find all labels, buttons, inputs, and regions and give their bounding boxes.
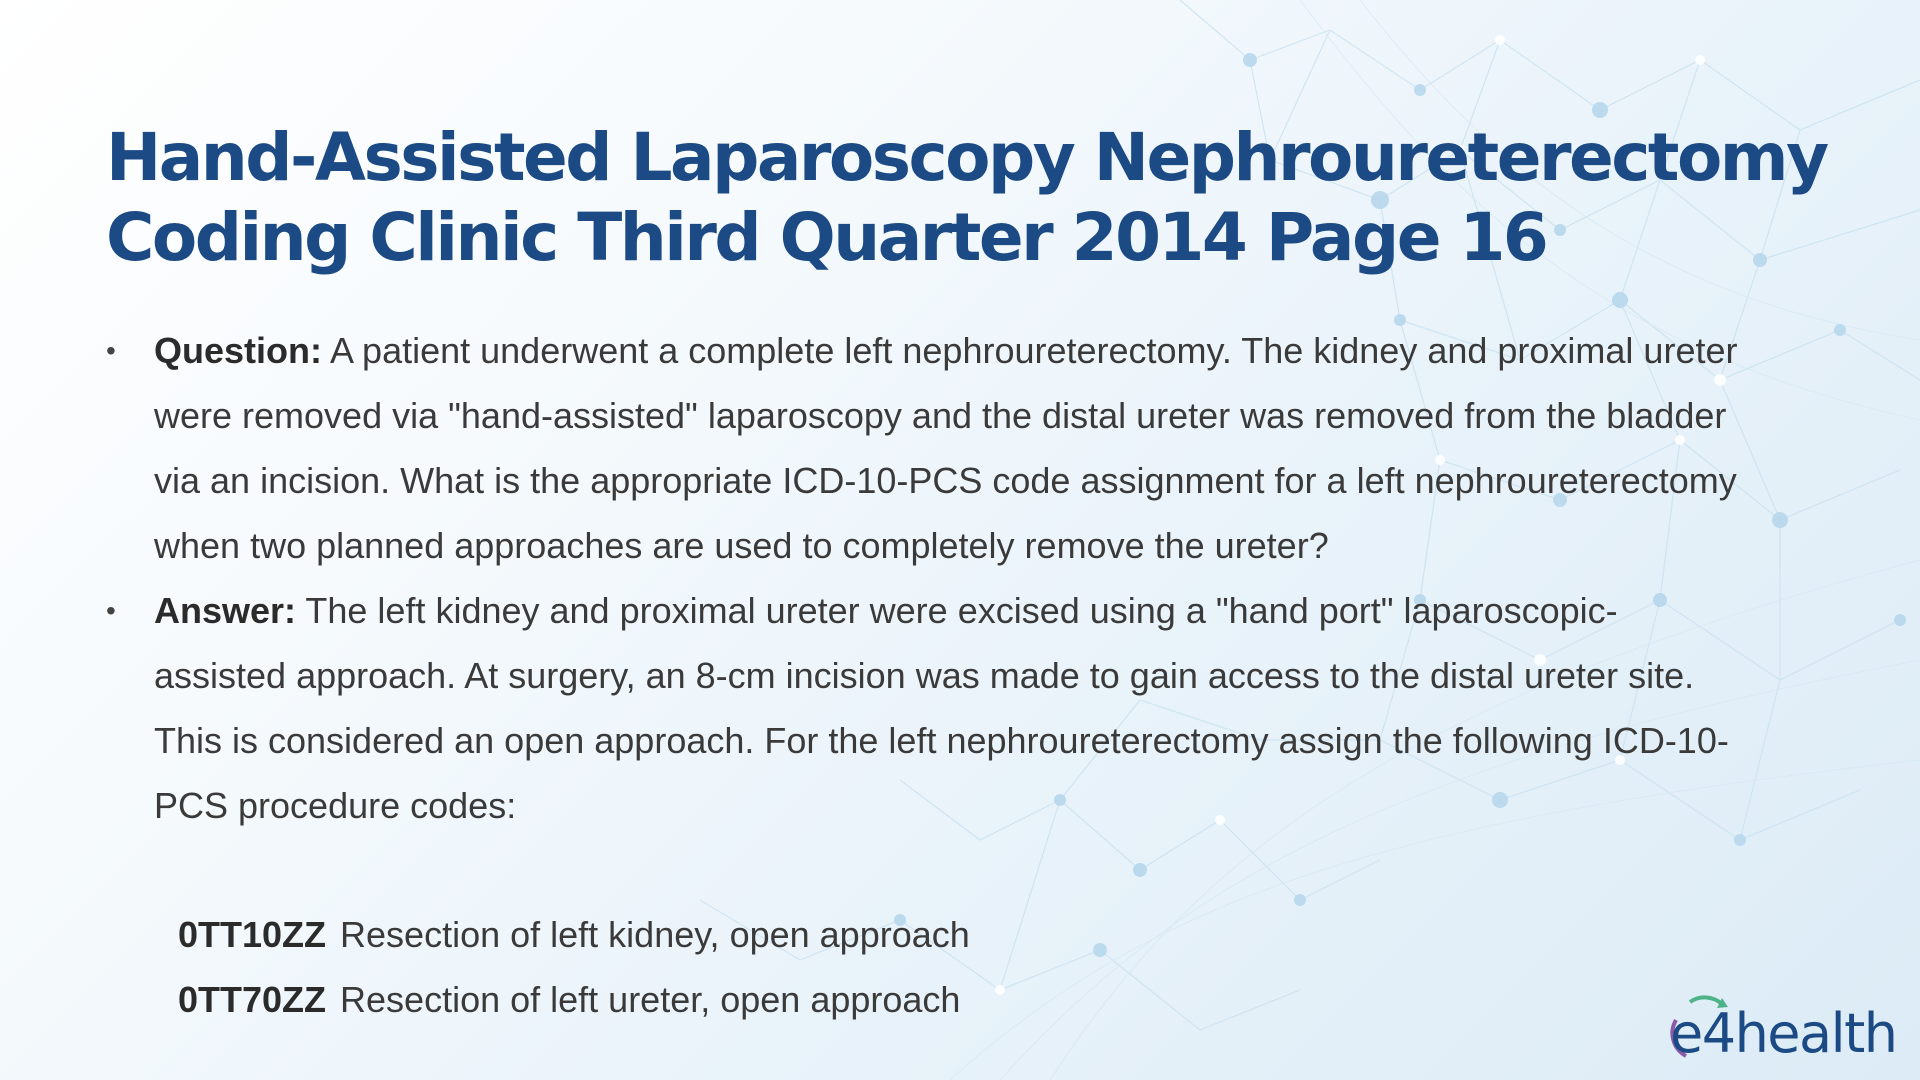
bullet-icon: • — [106, 595, 116, 626]
question-text: A patient underwent a complete left nephroureterectomy. The kidney and proximal ureter were removed via "hand-assisted" laparoscopy and the distal ureter was removed from the bladder via an incision. What is the appropriate ICD-10-PCS code assignment for a left nephroureterectomy when two planned approaches are used to completely remove the ureter? — [154, 330, 1738, 566]
title-line-1: Hand-Assisted Laparoscopy Nephroureterectomy — [106, 119, 1827, 196]
procedure-description: Resection of left kidney, open approach — [340, 914, 970, 955]
answer-label: Answer: — [154, 590, 297, 631]
bullet-icon: • — [106, 335, 116, 366]
code-row — [178, 967, 970, 1032]
slide-title — [106, 118, 1826, 278]
logo-text: e4health — [1670, 1002, 1897, 1065]
procedure-code: 0TT10ZZ — [178, 914, 327, 955]
title-line-2: Coding Clinic Third Quarter 2014 Page 16 — [106, 199, 1547, 276]
answer-text: The left kidney and proximal ureter were excised using a "hand port" laparoscopic-assisted approach. At surgery, an 8-cm incision was made to gain access to the distal ureter site. This is considered an open approach. For the left nephroureterectomy assign the following ICD-10-PCS procedure codes: — [154, 590, 1729, 826]
answer-bullet — [106, 578, 1746, 838]
slide-body — [106, 318, 1746, 838]
question-label: Question: — [154, 330, 322, 371]
procedure-description: Resection of left ureter, open approach — [340, 979, 961, 1020]
procedure-codes — [178, 902, 970, 1032]
code-row — [178, 902, 970, 967]
procedure-code: 0TT70ZZ — [178, 979, 327, 1020]
e4health-logo — [1666, 990, 1906, 1066]
question-bullet — [106, 318, 1746, 578]
